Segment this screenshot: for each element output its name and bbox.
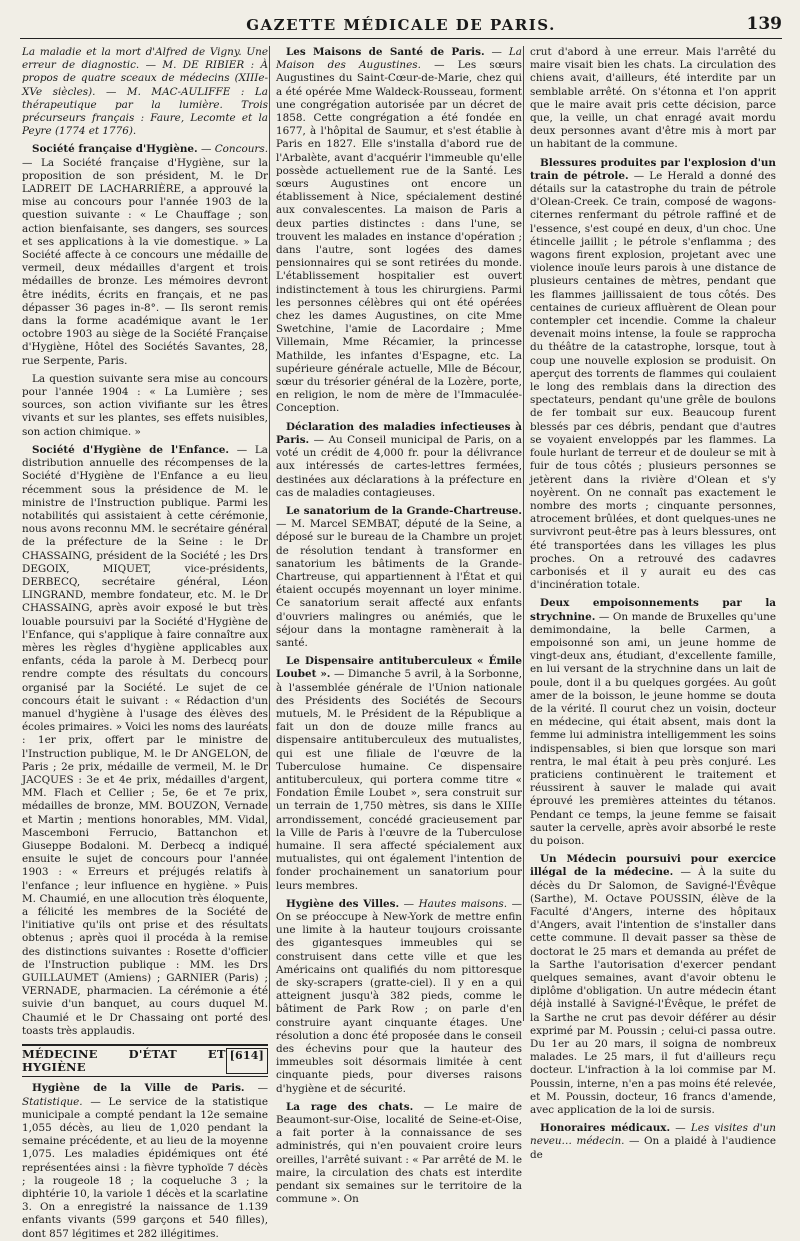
article-title: Les Maisons de Santé de Paris. <box>286 46 485 58</box>
article-title: Blessures produites par l'explosion d'un train de pétrole. <box>530 156 776 182</box>
article-title: Honoraires médicaux. <box>540 1122 671 1135</box>
article-body: — M. Marcel SEMBAT, député de la Seine, a déposé sur le bureau de la Chambre un projet de résolution tendant à transformer en sanatorium les bâtiments de la Grande-Chartreuse, qui appartiennent à l'État et qui étaient occupés moyennant un loyer minime. Ce sanatorium serait affecté aux enfants d'ouvriers malingres ou anémiés, que le séjour dans la montagne ramènerait à la santé. <box>276 518 522 649</box>
article-body: — Le service de la statistique municipale a compté pendant la 12e semaine 1,055 décès, au lieu de 1,020 pendant la semaine précédente, et au lieu de la moyenne 1,075. Les maladies épidémiques ont été représentées ainsi : la fièvre typhoïde 7 décès ; la rougeole 18 ; la coqueluche 3 ; la diphtérie 10, la variole 1 décès et la scarlatine 3. On a enregistré la naissance de 1.139 enfants vivants (599 garçons et 540 filles), dont 857 légitimes et 282 illégitimes. <box>22 1095 268 1240</box>
column-right <box>530 46 776 1161</box>
journal-title: GAZETTE MÉDICALE DE PARIS. <box>246 16 556 34</box>
article-body: — Le maire de Beaumont-sur-Oise, localité de Seine-et-Oise, a fait porter à la connaissance de ses administrés, qui n'en pouvaient croire leurs oreilles, l'arrêté suivant : « Par arrêté de M. le maire, la circulation des chats est interdite pendant six semaines sur le territoire de la commune ». On <box>276 1100 522 1206</box>
page-number: 139 <box>746 14 782 34</box>
article-chartreuse <box>276 505 522 650</box>
article-body: — La Société française d'Hygiène, sur la proposition de son président, M. le Dr LADREIT DE LACHARRIÈRE, a approuvé la mise au concours pour l'année 1903 de la question suivante : « Le Chauffage ; son action bienfaisante, ses dangers, ses sources et ses applications à la vie domestique. » La Société affecte à ce concours une médaille de vermeil, deux médailles d'argent et trois médailles de bronze. Les mémoires devront être inédits, écrits en français, et ne pas dépasser 36 pages in-8°. — Ils seront remis dans la forme académique avant le 1er octobre 1903 au siège de la Société Française d'Hygiène, Hôtel des Sociétés Savantes, 28, rue Serpente, Paris. <box>22 156 268 367</box>
article-maisons-sante <box>276 46 522 416</box>
article-declaration <box>276 421 522 500</box>
article-subtitle: — Les visites d'un neveu… médecin. <box>530 1122 776 1148</box>
section-number: [614] <box>226 1048 268 1074</box>
article-medecin-poursuivi <box>530 853 776 1117</box>
section-heading <box>22 1044 268 1077</box>
article-honoraires <box>530 1122 776 1162</box>
page-header <box>20 16 782 39</box>
article-hygiene-villes <box>276 898 522 1096</box>
column-divider <box>523 46 524 1021</box>
article-societe-hygiene <box>22 143 268 367</box>
article-title: Hygiène de la Ville de Paris. <box>32 1082 245 1095</box>
intro-text: La maladie et la mort d'Alfred de Vigny. Une erreur de diagnostic. — M. DE RIBIER : À propos de quatre sceaux de médecins (XIIIe-XVe siècles). — M. MAC-AULIFFE : La thérapeutique par la lumière. Trois précurseurs français : Faure, Lecomte et la Peyre (1774 et 1776). <box>22 46 268 138</box>
article-body: — La distribution annuelle des récompenses de la Société d'Hygiène de l'Enfance a eu lieu récemment sous la présidence de M. le ministre de l'Instruction publique. Parmi les notabilités qui assistaient à cette cérémonie, nous avons reconnu MM. le secrétaire général de la préfecture de la Seine : le Dr CHASSAING, président de la Société ; les Drs DEGOIX, MIQUET, vice-présidents, DERBECQ, secrétaire général, Léon LINGRAND, membre fondateur, etc. M. le Dr CHASSAING, après avoir exposé le but très louable poursuivi par la Société d'Hygiène de l'Enfance, qui s'applique à faire connaître aux mères les règles d'hygiène applicables aux enfants, céda la parole à M. Derbecq pour rendre compte des résultats du concours organisé par la Société. Le sujet de ce concours était le suivant : « Rédaction d'un manuel d'hygiène à l'usage des élèves des écoles primaires. » Voici les noms des lauréats : 1er prix, offert par le ministre de l'Instruction publique, M. le Dr ANGELON, de Paris ; 2e prix, médaille de vermeil, M. le Dr JACQUES : 3e et 4e prix, médailles d'argent, MM. Flach et Cellier ; 5e, 6e et 7e prix, médailles de bronze, MM. BOUZON, Vernade et Martin ; mentions honorables, MM. Vidal, Mascemboni Ferrucio, Battanchon et Giuseppe Bodaloni. M. Derbecq a indiqué ensuite le sujet de concours pour l'année 1903 : « Erreurs et préjugés relatifs à l'enfance ; leur influence en hygiène. » Puis M. Chaumié, en une allocution très éloquente, a félicité les membres de la Société de l'initiative qu'ils ont prise et des résultats obtenus ; après quoi il procéda à la remise des distinctions suivantes : Rosette d'officier de l'Instruction publique : MM. les Drs GUILLAUMET (Amiens) ; GARNIER (Paris) ; VERNADE, pharmacien. La cérémonie a été suivie d'un banquet, au cours duquel M. Chaumié et le Dr Chassaing ont porté des toasts très applaudis. <box>22 443 269 1037</box>
article-subtitle: — Concours. <box>197 143 268 156</box>
article-title: Déclaration des maladies infectieuses à Paris. <box>276 420 522 446</box>
article-title: Le Dispensaire antituberculeux « Émile Loubet ». <box>276 655 522 681</box>
article-title: Deux empoisonnements par la strychnine. <box>530 597 776 623</box>
article-body: — On se préoccupe à New-York de mettre enfin une limite à la hauteur toujours croissante des gigantesques immeubles qui se construisent dans cette ville et que les Américains ont qualifiés du nom pittoresque de sky-scrapers (gratte-ciel). Il y en a qui atteignent jusqu'à 382 pieds, comme le bâtiment de Park Row ; on parle d'en construire ayant cinquante étages. Une résolution a donc été proposée dans le conseil des échevins pour que la hauteur des immeubles soit désormais limitée à cent cinquante pieds, pour diverses raisons d'hygiène et de sécurité. <box>276 897 522 1095</box>
article-title: La rage des chats. <box>286 1100 414 1113</box>
article-blessures <box>530 157 776 593</box>
article-dispensaire <box>276 655 522 893</box>
section-title: MÉDECINE D'ÉTAT ET HYGIÈNE <box>22 1047 226 1075</box>
article-paragraph: La question suivante sera mise au concours pour l'année 1904 : « La Lumière ; ses sources, son action vivifiante sur les êtres vivants et sur les plantes, ses effets nuisibles, son action chimique. » <box>22 372 268 438</box>
article-body: — On mande de Bruxelles qu'une demimondaine, la belle Carmen, a empoisonné son ami, un jeune homme de vingt-deux ans, étudiant, d'excellente famille, en lui versant de la strychnine dans un lait de poule, dont il a bu quelques gorgées. Au goût amer de la boisson, le jeune homme se douta de la vérité. Il courut chez un voisin, docteur en médecine, qui était absent, mais dont la femme lui administra intelligemment les soins indispensables, si bien que lorsque son mari rentra, le mal était à peu près conjuré. Les praticiens continuèrent le traitement et réussirent à sauver le malade qui avait éprouvé les premières atteintes du tétanos. Pendant ce temps, la jeune femme se faisait sauter la cervelle, après avoir absorbé le reste du poison. <box>530 610 776 847</box>
article-title: Hygiène des Villes. <box>286 897 400 910</box>
article-title: Société d'Hygiène de l'Enfance. <box>32 443 230 456</box>
article-rage-chats <box>276 1101 522 1207</box>
article-subtitle: — La Maison des Augustines. <box>276 46 522 72</box>
article-title: Un Médecin poursuivi pour exercice illégal de la médecine. <box>530 853 776 879</box>
column-middle <box>276 46 522 1206</box>
column-divider <box>269 46 270 1021</box>
column-left <box>22 46 269 1240</box>
article-title: Société française d'Hygiène. <box>32 143 198 156</box>
article-body: — Les sœurs Augustines du Saint-Cœur-de-Marie, chez qui a été opérée Mme Waldeck-Rousseau, forment une congrégation autorisée par un décret de 1858. Cette congrégation a été fondée en 1677, à l'hôpital de Saumur, et s'est établie à Paris en 1827. Elle s'installa d'abord rue de l'Arbalète, avant d'acquérir l'immeuble qu'elle possède actuellement rue de la Santé. Les sœurs Augustines ont encore un établissement à Nice, spécialement destiné aux convalescentes. La maison de Paris a deux parties distinctes : dans l'une, se trouvent les malades en instance d'opération ; dans l'autre, sont logées des dames pensionnaires qui se sont retirées du monde. L'établissement hospitalier est ouvert indistinctement à tous les chirurgiens. Parmi les personnes célèbres qui ont été opérées chez les dames Augustines, on cite Mme Swetchine, l'amie de Lacordaire ; Mme Villemain, Mme Récamier, la princesse Mathilde, les infantes d'Espagne, etc. La supérieure générale actuelle, Mlle de Bécour, sœur du trésorier général de la Lozère, porte, en religion, le nom de mère de l'Immaculée-Conception. <box>276 59 522 415</box>
article-body: — On a plaidé à l'audience de <box>530 1135 776 1161</box>
article-subtitle: — Hautes maisons. <box>399 897 508 910</box>
article-fragment <box>22 46 268 138</box>
article-enfance <box>22 444 268 1038</box>
article-strychnine <box>530 597 776 848</box>
article-subtitle: — Statistique. <box>22 1082 268 1108</box>
article-body: — Le Herald a donné des détails sur la catastrophe du train de pétrole d'Olean-Creek. Ce train, composé de wagons-citernes renfermant du pétrole raffiné et de l'essence, s'est coupé en deux, d'un choc. Une étincelle jaillit ; le pétrole s'enflamma ; des wagons firent explosion, projetant avec une violence inouïe leurs parois à une distance de plusieurs centaines de mètres, pendant que les flammes jaillissaient de tous côtés. Des centaines de curieux affluèrent de Olean pour contempler cet incendie. Comme la chaleur devenait moins intense, la foule se rapprocha du théâtre de la catastrophe, lorsque, tout à coup une nouvelle explosion se produisit. On aperçut des torrents de flammes qui coulaient le long des remblais dans la direction des spectateurs, pendant qu'une grêle de boulons de fer tombait sur eux. Beaucoup furent blessés par ces débris, pendant que d'autres se voyaient enveloppés par les flammes. La foule hurlant de terreur et de douleur se mit à fuir de tous côtés ; plusieurs personnes se jetèrent dans la rivière d'Olean et s'y noyèrent. On ne connaît pas exactement le nombre des morts ; cinquante personnes, atrocement brûlées, et dont quelques-unes ne survivront peut-être pas à leurs blessures, ont été transportées dans les villages les plus proches. On a retrouvé des cadavres carbonisés et il y aurait eu des cas d'incinération totale. <box>530 169 776 592</box>
article-continuation: crut d'abord à une erreur. Mais l'arrêté du maire visait bien les chats. La circulation des chiens avait, d'ailleurs, été interdite par un semblable arrêté. On s'étonna et l'on apprit que le maire avait pris cette décision, parce que, la veille, un chat enragé avait mordu deux personnes avant d'être mis à mort par un habitant de la commune. <box>530 46 776 151</box>
article-body: — À la suite du décès du Dr Salomon, de Savigné-l'Évêque (Sarthe), M. Octave POUSSIN, élève de la Faculté d'Angers, interne des hôpitaux d'Angers, avait l'intention de s'installer dans cette commune. Il devait passer sa thèse de doctorat le 25 mars et demanda au préfet de la Sarthe l'autorisation d'exercer pendant quelques semaines, avant d'avoir obtenu le diplôme d'obligation. Un autre médecin étant déjà installé à Savigné-l'Évêque, le préfet de la Sarthe ne crut pas devoir déférer au désir exprimé par M. Poussin ; celui-ci passa outre. Du 1er au 20 mars, il soigna de nombreux malades. Le 25 mars, il fut d'ailleurs reçu docteur. L'infraction à la loi commise par M. Poussin, interne, n'en a pas moins été relevée, et M. Poussin, docteur, 16 francs d'amende, avec application de la loi de sursis. <box>530 866 776 1117</box>
article-body: — Au Conseil municipal de Paris, on a voté un crédit de 4,000 fr. pour la délivrance aux intéressés de cartes-lettres fermées, destinées aux déclarations à la préfecture en cas de maladies contagieuses. <box>276 433 522 499</box>
article-body: — Dimanche 5 avril, à la Sorbonne, à l'assemblée générale de l'Union nationale des Présidents des Sociétés de Secours mutuels, M. le Président de la République a fait un don de douze mille francs au dispensaire antituberculeux des mutualistes, qui est une filiale de l'œuvre de la Tuberculose humaine. Ce dispensaire antituberculeux, qui portera comme titre « Fondation Émile Loubet », sera construit sur un terrain de 1,750 mètres, sis dans le XIIIe arrondissement, concédé gracieusement par la Ville de Paris à l'œuvre de la Tuberculose humaine. Il sera affecté spécialement aux mutualistes, qui ont également l'intention de fonder prochainement un sanatorium pour leurs membres. <box>276 668 522 892</box>
article-title: Le sanatorium de la Grande-Chartreuse. <box>286 504 522 517</box>
article-ville-paris <box>22 1082 268 1240</box>
